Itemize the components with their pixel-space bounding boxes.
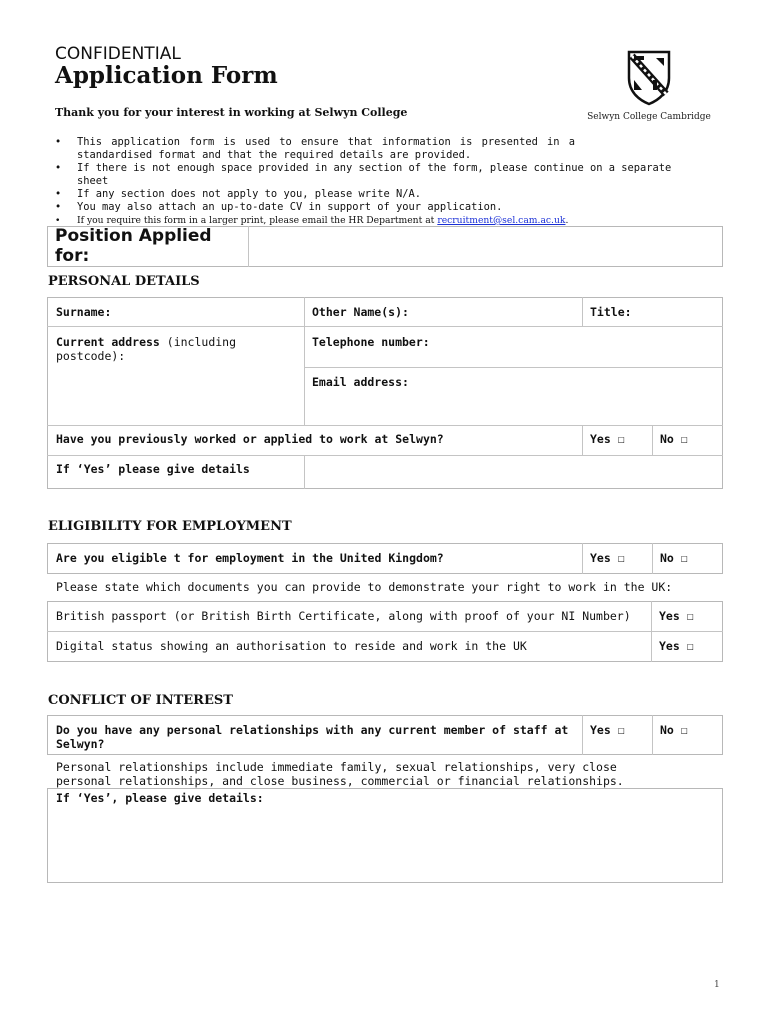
confidential-label: CONFIDENTIAL <box>55 44 181 64</box>
previously-yes-checkbox[interactable]: Yes ☐ <box>590 432 625 446</box>
position-applied-field[interactable] <box>249 227 722 266</box>
previously-no-checkbox[interactable]: No ☐ <box>660 432 688 446</box>
previous-details-field[interactable] <box>305 456 722 488</box>
documents-intro-text: Please state which documents you can provide to demonstrate your right to work in the UK: <box>56 580 673 594</box>
intro-list <box>55 136 695 227</box>
conflict-yes-checkbox[interactable]: Yes ☐ <box>590 723 625 737</box>
digital-status-text: Digital status showing an authorisation to reside and work in the UK <box>56 639 527 653</box>
conflict-question: Do you have any personal relationships with any current member of staff at Selwyn? <box>56 723 569 751</box>
british-passport-text: British passport (or British Birth Certificate, along with proof of your NI Number) <box>56 609 631 623</box>
position-applied-label: Position Applied for: <box>55 226 212 266</box>
conflict-no-checkbox[interactable]: No ☐ <box>660 723 688 737</box>
passport-yes-checkbox[interactable]: Yes ☐ <box>659 609 694 623</box>
conflict-heading: CONFLICT OF INTEREST <box>48 693 233 708</box>
if-yes-details-label: If ‘Yes’ please give details <box>56 462 250 476</box>
eligibility-heading: ELIGIBILITY FOR EMPLOYMENT <box>48 519 292 534</box>
bullet-icon: • <box>55 188 62 200</box>
title-label: Title: <box>590 305 632 319</box>
hr-email-link[interactable]: recruitment@sel.cam.ac.uk <box>437 215 566 226</box>
bullet-icon: • <box>55 201 62 213</box>
current-address-label: Current address (including postcode): <box>56 335 237 363</box>
page-number: 1 <box>714 980 720 990</box>
selwyn-college-logo <box>584 50 714 126</box>
bullet-icon: • <box>55 136 62 148</box>
personal-details-heading: PERSONAL DETAILS <box>48 274 200 289</box>
logo-caption: Selwyn College Cambridge <box>587 112 711 122</box>
relationships-note: Personal relationships include immediate family, sexual relationships, very close personal relationships, and close business, commercial or financial relationships. <box>56 760 624 788</box>
telephone-label: Telephone number: <box>312 335 430 349</box>
list-item: • If any section does not apply to you, please write N/A. <box>55 188 422 200</box>
page-title: Application Form <box>55 62 278 89</box>
conflict-details-label: If ‘Yes’, please give details: <box>56 791 264 805</box>
list-item: • This application form is used to ensure that information is presented in a standardised format and that the required details are provided. <box>55 136 575 161</box>
eligibility-question: Are you eligible t for employment in the United Kingdom? <box>56 551 444 565</box>
surname-label: Surname: <box>56 305 112 319</box>
email-label: Email address: <box>312 375 409 389</box>
eligibility-no-checkbox[interactable]: No ☐ <box>660 551 688 565</box>
digital-yes-checkbox[interactable]: Yes ☐ <box>659 639 694 653</box>
list-item: • If you require this form in a larger print, please email the HR Department at recruitment@sel.cam.ac.uk. <box>55 215 569 226</box>
previously-worked-question: Have you previously worked or applied to work at Selwyn? <box>56 432 444 446</box>
list-item: • If there is not enough space provided in any section of the form, please continue on a separate sheet <box>55 162 672 187</box>
bullet-icon: • <box>55 162 62 174</box>
bullet-icon: • <box>55 215 61 226</box>
eligibility-yes-checkbox[interactable]: Yes ☐ <box>590 551 625 565</box>
thanks-text: Thank you for your interest in working at Selwyn College <box>55 106 408 119</box>
list-item: • You may also attach an up-to-date CV in support of your application. <box>55 201 503 213</box>
crest-icon <box>626 50 672 106</box>
other-names-label: Other Name(s): <box>312 305 409 319</box>
